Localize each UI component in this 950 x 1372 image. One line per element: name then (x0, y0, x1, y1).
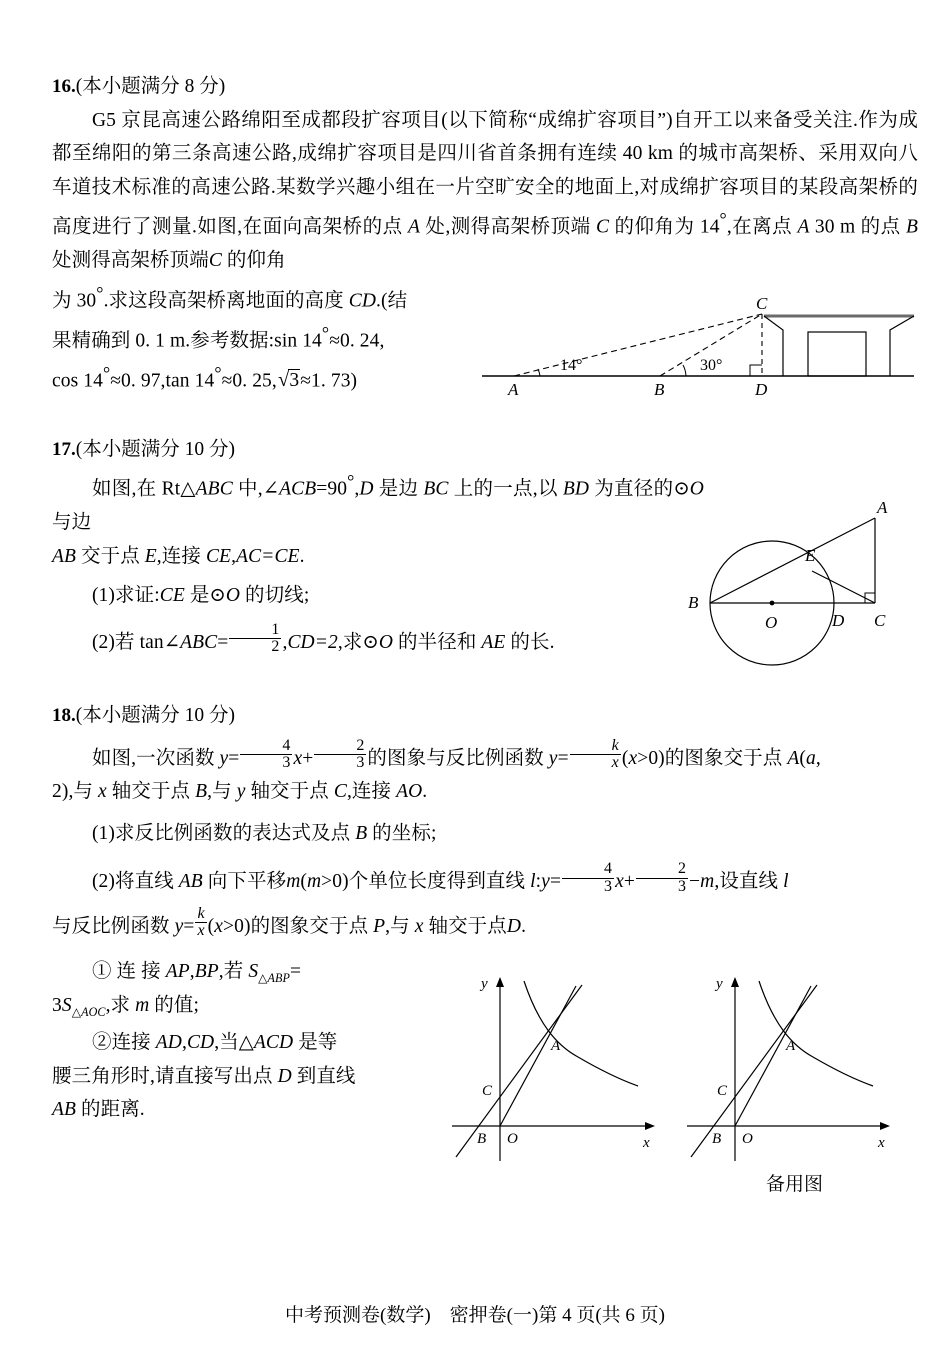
graph-1-svg (452, 971, 667, 1171)
graph2-label-x: x (878, 1135, 885, 1152)
circle-label-O: O (765, 612, 778, 632)
page-content (52, 72, 918, 1196)
graph1-label-B: B (477, 1131, 487, 1148)
sqrt-3: √3 (278, 369, 300, 392)
question-18-points: (本小题满分 10 分) (75, 705, 235, 727)
circle-label-A: A (877, 497, 888, 517)
graph1-label-y: y (481, 976, 488, 993)
question-17-part-1: (1)求证:CE 是⊙O 的切线; (91, 585, 310, 607)
graph2-label-A: A (786, 1038, 796, 1055)
circle-label-D: D (832, 610, 845, 630)
graph1-label-x: x (643, 1135, 650, 1152)
question-16-header (52, 72, 918, 102)
fraction-two-thirds: $\frac{2}{3}$ (314, 738, 366, 772)
question-16-number: 16. (52, 76, 76, 97)
figure-graph-1 (452, 971, 667, 1171)
question-18-sub-2: ②连接 AD,CD,当△ACD 是等 腰三角形时,请直接写出点 D 到直线 AB 的距离. (52, 1032, 356, 1121)
bridge-label-A: A (508, 380, 519, 399)
bridge-label-B: B (654, 380, 665, 399)
question-16 (52, 72, 918, 399)
fraction-k-over-x-2: $\frac{k}{x}$ (197, 904, 205, 940)
question-17-number: 17. (52, 438, 76, 460)
graph2-label-O: O (742, 1131, 753, 1148)
graph2-label-y: y (716, 976, 723, 993)
figure-bridge-elevation (478, 294, 918, 404)
question-18-part-2-cont: 与反比例函数 y= $\frac{k}{x}$ (x>0)的图象交于点 P,与 x 轴交于点D. (52, 904, 527, 940)
graph1-label-A: A (551, 1038, 561, 1055)
bridge-angle-b: 30° (700, 357, 723, 374)
question-18 (52, 701, 918, 1196)
figure-circle-triangle (662, 493, 912, 683)
circle-label-C: C (874, 610, 886, 630)
question-16-paragraph: G5 京昆高速公路绵阳至成都段扩容项目(以下简称“成绵扩容项目”)自开工以来备受关注.作为成都至绵阳的第三条高速公路,成绵扩容项目是四川省首条拥有连续 40 km 的城市高架桥、采用双向八车道技术标准的高速公路.某数学兴趣小组在一片空旷安全的地面上,对成绵扩容项目的某段高架桥的高度进行了测量.如图,在面向高架桥的点 A 处,测得高架桥顶端 C 的仰角为 14°,在离点 A 30 m 的点 B 处测得高架桥顶端C 的仰角 为 30°.求这段高架桥离地面的高度 CD.(结 (52, 109, 918, 312)
question-18-number: 18. (52, 705, 76, 727)
bridge-label-D: D (755, 380, 768, 399)
bridge-elevation-svg (478, 294, 918, 406)
question-18-part-2: (2)将直线 AB 向下平移m(m>0)个单位长度得到直线 l:y= $\frac{4}{3}$ x+ $\frac{2}{3}$ −m,设直线 l (91, 860, 789, 895)
question-16-reference-data: 果精确到 0. 1 m.参考数据:sin 14°≈0. 24, cos 14°≈0. 97,tan 14°≈0. 25,√3≈1. 73) (52, 318, 484, 399)
question-17-statement-line2: AB 交于点 E,连接 CE,AC=CE. (52, 545, 305, 567)
circle-label-E: E (805, 545, 816, 565)
question-18-statement: 如图,一次函数 y= $\frac{4}{3}$ x+ $\frac{2}{3}$ 的图象与反比例函数 y= $\frac{k}{x}$ (x>0)的图象交于点 A(a, (91, 736, 821, 772)
page-footer: 中考预测卷(数学) 密押卷(一)第 4 页(共 6 页) (285, 1305, 665, 1326)
question-18-statement-line2: 2),与 x 轴交于点 B,与 y 轴交于点 C,连接 AO. (52, 781, 428, 803)
fraction-four-thirds-2: $\frac{4}{3}$ (562, 861, 614, 895)
graph1-label-O: O (507, 1131, 518, 1148)
question-17-header (52, 435, 918, 465)
bridge-angle-a: 14° (560, 357, 583, 374)
fraction-one-half: $\frac{1}{2}$ (229, 622, 281, 656)
fraction-k-over-x: $\frac{k}{x}$ (570, 738, 621, 772)
graph2-label-B: B (712, 1131, 722, 1148)
fraction-two-thirds-2: $\frac{2}{3}$ (636, 861, 688, 895)
question-18-header (52, 701, 918, 731)
question-18-sub-1: ① 连 接 AP,BP,若 $S_{\triangle ABP}=$ $3S_{\triangle AOC}$,求 m 的值; (52, 961, 302, 1019)
question-16-points: (本小题满分 8 分) (75, 76, 226, 97)
graph2-label-C: C (717, 1083, 728, 1100)
circle-label-B: B (688, 592, 699, 612)
question-17-statement: 如图,在 Rt△ABC 中,∠ACB=90°,D 是边 BC 上的一点,以 BD 为直径的⊙O 与边 (52, 471, 704, 534)
figure-graph-2 (687, 971, 902, 1171)
backup-figure-caption: 备用图 (765, 1174, 823, 1196)
question-17-part-2: (2)若 tan∠ABC= $\frac{1}{2}$ ,CD=2,求⊙O 的半径和 AE 的长. (91, 620, 555, 656)
fraction-four-thirds: $\frac{4}{3}$ (240, 738, 292, 772)
question-18-part-1: (1)求反比例函数的表达式及点 B 的坐标; (91, 822, 437, 844)
question-17 (52, 435, 918, 660)
graph-2-svg (687, 971, 902, 1171)
circle-triangle-svg (662, 493, 912, 683)
question-17-points: (本小题满分 10 分) (75, 438, 235, 460)
bridge-label-C: C (756, 294, 768, 313)
graph1-label-C: C (482, 1083, 493, 1100)
